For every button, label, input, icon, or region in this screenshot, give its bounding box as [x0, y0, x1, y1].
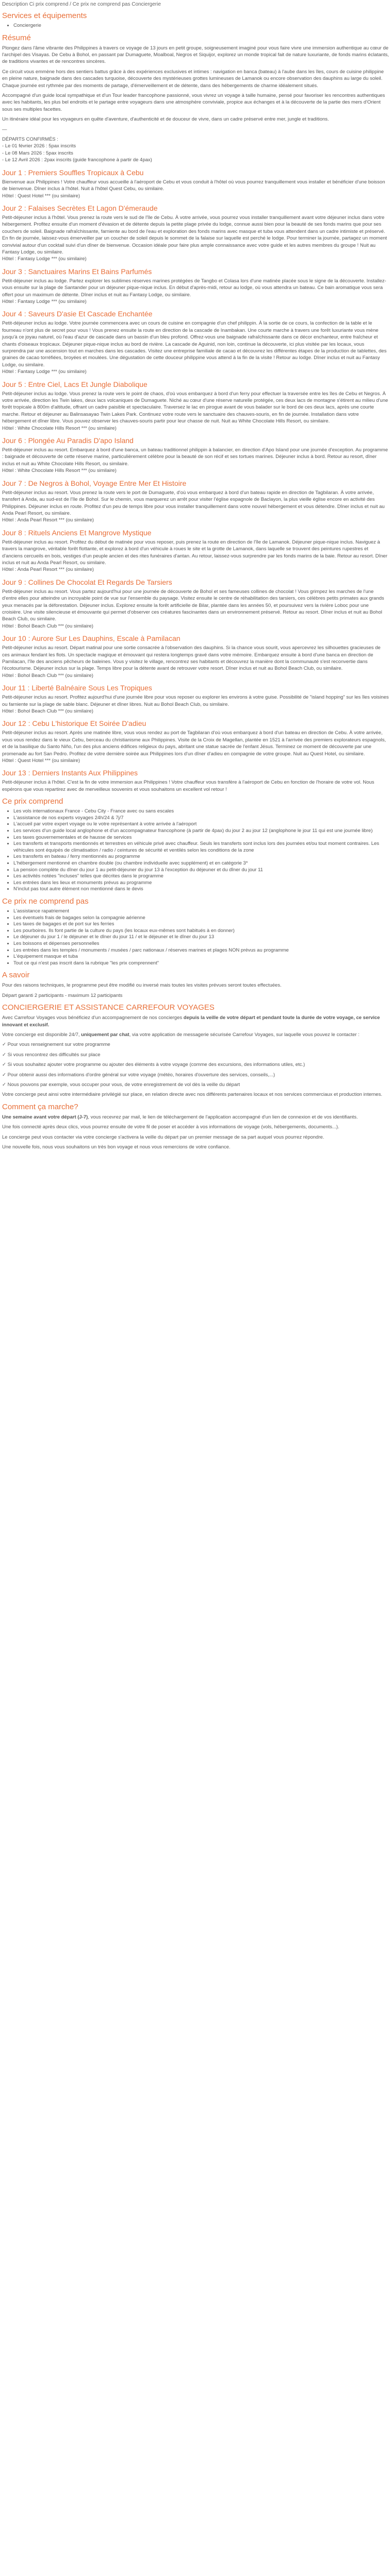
day-title: Jour 5 : Entre Ciel, Lacs Et Jungle Diabolique — [2, 380, 148, 388]
resume-paragraph: Plongez dans l'âme vibrante des Philippines à travers ce voyage de 13 jours en petit groupe, soigneusement imaginé pour vous faire vivre une immersion authentique au cœur de l'archipel des Visayas. De Cebu à Bohol, en passant par Dumaguete, Moalboal, Negros et Siquijor, explorez un monde tropical fait de nature luxuriante, de fonds marins éclatants, de traditions vivantes et de rencontres sincères. — [2, 45, 389, 65]
services-item: • Conciergerie — [13, 23, 389, 29]
list-item: • Les transferts en bateau / ferry mentionnés au programme — [13, 854, 389, 860]
list-item: • Les entrées dans les temples / monuments / musées / parc nationaux / réserves marines et plages NON prévus au programme — [13, 947, 389, 954]
list-item: • Les taxes gouvernementales et de hausse de services — [13, 835, 389, 841]
day-title: Jour 7 : De Negros à Bohol, Voyage Entre Mer Et Histoire — [2, 479, 187, 487]
list-item: • L'équipement masque et tuba — [13, 954, 389, 960]
list-item: • Les entrées dans les lieux et monuments prévus au programme — [13, 880, 389, 887]
day-title: Jour 11 : Liberté Balnéaire Sous Les Tropiques — [2, 684, 152, 692]
day-description: Petit-déjeuner inclus au lodge. Vous prenez la route vers le point de chaos, d'où vous embarquez à bord d'un ferry pour effectuer la traversée entre les îles de Cebu et Negros. À votre arrivée, direction les Twin lakes, deux lacs volcaniques de Dumaguete. Niché au cœur d'une réserve naturelle protégée, ces deux lacs de montagne s'étirent au milieu d'une forêt tropicale à 800m d'altitude, offrant un cadre paisible et spectaculaire. Traversez le lac en pirogue avant de vous balader sur le bord de ces deux lacs, après une courte marche. Retour et déjeuner au Balinsasayao Twin Lakes Park. Continuez votre route vers le sanctuaire des chauves-souris, en fin de journée. Installation dans votre hébergement et dîner libre. Vous pouvez observer les chauves-souris partir pour leur chasse de nuit. Nuit au White Chocolate Hills Resort, ou similaire. — [2, 391, 388, 425]
includes-list — [2, 808, 389, 893]
day-hotel: Hôtel : Bohol Beach Club *** (ou similaire) — [2, 708, 93, 715]
how-bold: Une semaine avant votre départ (J-7) — [2, 1114, 88, 1120]
services-title: Services et équipements — [2, 11, 87, 20]
services-list — [2, 23, 389, 29]
how-paragraph: Une nouvelle fois, nous vous souhaitons un très bon voyage et nous vous remercions de votre confiance. — [2, 1144, 231, 1150]
conciergerie-closing: Votre concierge peut ainsi votre intermédiaire privilégié sur place, en relation directe avec nos différents partenaires locaux et nos services commerciaux et production internes. — [2, 1092, 382, 1098]
list-item: • La pension complète du dîner du jour 1 au petit-déjeuner du jour 13 à l'exception du déjeuner et du dîner du jour 11 — [13, 867, 389, 874]
day-title: Jour 6 : Plongée Au Paradis D'apo Island — [2, 436, 134, 445]
day-hotel: Hôtel : White Chocolate Hills Resort *** (ou similaire) — [2, 425, 117, 431]
day-title: Jour 1 : Premiers Souffles Tropicaux à Cebu — [2, 168, 144, 177]
list-item: • L'assistance rapatriement — [13, 908, 389, 915]
day-title: Jour 3 : Sanctuaires Marins Et Bains Parfumés — [2, 267, 152, 276]
day-description: Petit-déjeuner inclus au resort. Embarquez à bord d'une banca, un bateau traditionnel philippin à balancier, en direction d'Apo Island pour une journée d'exception. Au programme : baignade et découverte de cette réserve marine, particulièrement célèbre pour la beauté de son récif et ses tortues marines. Déjeuner inclus à bord. Retour au resort, dîner inclus et nuit au White Chocolate Hills Resort, ou similaire. — [2, 447, 388, 467]
list-item: • Les activités notées "incluses" telles que décrites dans le programme — [13, 873, 389, 880]
list-item: • Les éventuels frais de bagages selon la compagnie aérienne — [13, 915, 389, 922]
list-item: • L'hébergement mentionné en chambre double (ou chambre individuelle avec supplément) et en catégorie 3* — [13, 860, 389, 867]
list-item: • L'assistance de nos experts voyages 24h/24 & 7j/7 — [13, 815, 389, 822]
day-title: Jour 12 : Cebu L'historique Et Soirée D'adieu — [2, 719, 146, 728]
day-hotel: Hôtel : Bohol Beach Club *** (ou similaire) — [2, 623, 93, 629]
day-title: Jour 13 : Derniers Instants Aux Philippines — [2, 769, 138, 777]
itinerary — [2, 168, 389, 793]
day-description: Petit-déjeuner inclus au resort. Profitez aujourd'hui d'une journée libre pour vous reposer ou explorer les environs à votre guise. Possibilité de "island hopping" sur les îles voisines ou farniente sur la plage de sable blanc. Déjeuner et dîner libres. Nuit au Bohol Beach Club, ou similaire. — [2, 694, 389, 707]
conciergerie-availability — [2, 1031, 389, 1038]
list-item: • Le déjeuner du jour 1 / le déjeuner et le dîner du jour 11 / et le déjeuner et le dîner du jour 13 — [13, 934, 389, 941]
concierge-point: ✓ Si vous souhaitez ajouter votre programme ou ajouter des éléments à votre voyage (comme des excursions, des informations utiles, etc.) — [2, 1062, 305, 1068]
list-item: • Tout ce qui n'est pas inscrit dans la rubrique "les prix comprennent" — [13, 960, 389, 967]
resume-paragraph: Un itinéraire idéal pour les voyageurs en quête d'aventure, d'authenticité et de douceur de vivre, dans un cadre préservé entre mer, jungle et traditions. — [2, 116, 329, 123]
concierge-points — [2, 1041, 389, 1088]
day-hotel: Hôtel : Anda Pearl Resort *** (ou similaire) — [2, 517, 94, 523]
how-paragraph — [2, 1114, 389, 1121]
day-description: Petit-déjeuner inclus à l'hôtel. Vous prenez la route vers le sud de l'île de Cebu. À votre arrivée, vous pourrez vous installer tranquillement avant votre déjeuner inclus dans votre hébergement. Profitez ensuite d'un moment d'évasion et de détente depuis la petite plage privée du lodge, connue aussi bien pour la beauté de ses fonds marins que pour ses couchers de soleil. Baignade rafraîchissante, farniente au bord de l'eau et exploration des fonds marins avec masque et tuba vous attendent dans un cadre intimiste et préservé. En fin de journée, laissez-vous émerveiller par un coucher de soleil depuis le sommet de la falaise sur laquelle est perché le lodge. Pour terminer la journée, partagez un moment convivial autour d'un cocktail suivi d'un dîner de bienvenue. Occasion idéale pour faire plus ample connaissance avec votre guide et les autres membres du groupe ! Nuit au Fantasy Lodge, ou similaire. — [2, 214, 387, 255]
departure-line: - Le 01 février 2026 : 5pax inscrits — [2, 143, 76, 149]
resume-title: Résumé — [2, 33, 31, 42]
availability-bold: uniquement par chat — [81, 1031, 129, 1038]
conciergerie-intro-bold: depuis la veille de votre départ et pendant toute la durée de votre voyage, ce service innovant et exclusif. — [2, 1015, 380, 1028]
concierge-point: ✓ Nous pouvons par exemple, vous occuper pour vous, de votre enregistrement de vol dès la veille du départ — [2, 1082, 240, 1088]
resume-paragraph: Ce circuit vous emmène hors des sentiers battus grâce à des expériences exclusives et intimes : navigation en banca (bateau) à l'aube dans les îles, cours de cuisine philippine en pleine nature, baignade dans des cascades turquoise, découverte des mystérieuses grottes lumineuses de Lamanok ou encore observation des dauphins au large du soleil. Chaque journée est rythmée par des moments de partage, d'émerveillement et de détente, dans des hébergements de charme idéalement situés. — [2, 69, 384, 89]
list-item: • L'accueil par votre expert voyage ou le votre représentant à votre arrivée à l'aéroport — [13, 821, 389, 828]
day-title: Jour 4 : Saveurs D'asie Et Cascade Enchantée — [2, 310, 153, 318]
departure-line: - Le 08 Mars 2026 : 5pax inscrits — [2, 150, 73, 156]
page — [0, 2, 391, 1160]
savoir-paragraph: Pour des raisons techniques, le programme peut être modifié ou inversé mais toutes les visites prévues seront toutes effectuées. — [2, 982, 282, 989]
how-title: Comment ça marche? — [2, 1102, 78, 1111]
day-description: Petit-déjeuner inclus au resort. Vous prenez la route vers le port de Dumaguete, d'où vous embarquez à bord d'un bateau rapide en direction de Tagbilaran. À votre arrivée, transfert à Anda, au sud-est de l'île de Bohol. Sur le chemin, vous marquerez un arrêt pour visiter l'église espagnole de Baclayon, la plus vieille église encore en activité des Philippines. Déjeuner inclus en route. Profitez d'un peu de temps libre pour vous installer tranquillement dans votre nouvel hébergement et vous détendre. Dîner inclus et nuit au Anda Pearl Resort, ou similaire. — [2, 489, 385, 516]
list-item: • Les vols internationaux France - Cebu City - France avec ou sans escales — [13, 808, 389, 815]
day-title: Jour 9 : Collines De Chocolat Et Regards De Tarsiers — [2, 578, 172, 586]
list-item: • Les transferts et transports mentionnés et terrestres en véhicule privé avec chauffeur. Seuls les transferts sont inclus lors des journées et/ou tout moment contraires. Les véhicules sont équipés de climatisation / radio / ceintures de sécurité et ventilés selon les conditions de la zone — [13, 841, 389, 854]
how-paragraph: Une fois connecté après deux clics, vous pourrez ensuite de votre fil de poser et accéder à vos informations de voyage (vols, hébergements, documents...). — [2, 1124, 339, 1130]
savoir-title: A savoir — [2, 971, 30, 980]
day-title: Jour 10 : Aurore Sur Les Dauphins, Escale à Pamilacan — [2, 634, 181, 643]
day-description: Petit-déjeuner inclus au resort. Après une matinée libre, vous vous rendez au port de Tagbilaran d'où vous embarquez à bord d'un bateau en direction de Cebu. À votre arrivée, vous vous rendez dans le vieux Cebu, berceau du christianisme aux Philippines. Visite de la Croix de Magellan, plantée en 1521 à l'arrivée des premiers explorateurs espagnols, et de la basilique du Santo Niño, l'un des plus anciens édifices religieux du pays, abritant une statue sacrée de l'enfant Jésus. Terminez ce moment de découverte par une promenade au fort San Pedro. Profitez de votre dernière soirée aux Philippines lors d'un dîner d'adieu en compagnie de votre groupe. Nuit au Quest Hotel, ou similaire. — [2, 730, 386, 757]
day-description: Petit-déjeuner inclus à l'hôtel. C'est la fin de votre immersion aux Philippines ! Votre chauffeur vous transfère à l'aéroport de Cebu en fonction de l'horaire de votre vol. Nous espérons que vous repartirez avec de merveilleux souvenirs et vous souhaitons un excellent vol retour ! — [2, 779, 374, 792]
day-hotel: Hôtel : Anda Pearl Resort *** (ou similaire) — [2, 567, 94, 573]
departure-line: - Le 12 Avril 2026 : 2pax inscrits (guide francophone à partir de 4pax) — [2, 157, 152, 163]
availability-after: , via votre application de messagerie sécurisée Carrefour Voyages, sur laquelle vous pouvez le contacter : — [129, 1031, 360, 1038]
excludes-list — [2, 908, 389, 967]
conciergerie-intro-text: Avec Carrefour Voyages vous bénéficiez d'un accompagnement de nos concierges — [2, 1015, 184, 1021]
day-hotel: Hôtel : Fantasy Lodge *** (ou similaire) — [2, 298, 87, 304]
day-description: Petit-déjeuner inclus au resort. Profitez du début de matinée pour vous reposer, puis prenez la route en direction de l'île de Lamanok. Déjeuner pique-nique inclus. Naviguez à travers la mangrove, véritable forêt flottante, et explorez à bord d'un véhicule à roues le site et la grotte de Lamanok, dans laquelle se trouvent des peintures rupestres et d'anciens cercueils en bois, vestiges d'un peuple ancien et des rites funéraires d'antan. Au retour, laissez-vous surprendre par les fonds marins de la baie. Retour au resort. Dîner inclus et nuit au Anda Pearl Resort, ou similaire. — [2, 539, 387, 566]
how-text: , vous recevrez par mail, le lien de téléchargement de l'application accompagné d'un lien de connexion et de vos identifiants. — [88, 1114, 358, 1120]
concierge-point: ✓ Si vous rencontrez des difficultés sur place — [2, 1052, 101, 1058]
day-hotel: Hôtel : Bohol Beach Club *** (ou similaire) — [2, 672, 93, 679]
day-description: Petit-déjeuner inclus au lodge. Partez explorer les sublimes réserves marines protégées de Tangbo et Colasa lors d'une matinée placée sous le signe de la découverte. Installez-vous ensuite sur la plage de Santander pour un déjeuner pique-nique inclus. En début d'après-midi, retour au lodge, où vous attendra un bateau. Ce bain aromatique vous sera offert pour un maximum de détente. Dîner inclus et nuit au Fantasy Lodge, ou similaire. — [2, 278, 386, 298]
list-item: • Les services d'un guide local anglophone et d'un accompagnateur francophone (à partir de 4pax) du jour 2 au jour 12 (anglophone le jour 11 qui est une journée libre) — [13, 828, 389, 835]
day-description: Petit-déjeuner inclus au lodge. Votre journée commencera avec un cours de cuisine en compagnie d'un chef philippin. À la sortie de ce cours, la confection de la table et le fourneau n'ont plus de secret pour vous ! Vous prenez ensuite la route en direction de la cascade de Inambakan. Une courte marche à travers une forêt luxuriante vous mène jusqu'à ce joyau naturel, où l'eau d'azur de cascade dans un bassin d'un bleu profond. Offrez-vous une baignade rafraîchissante dans ce décor enchanteur, entre fraîcheur et chants d'oiseaux tropicaux. Déjeuner pique-nique inclus au bord de rivière. La cascade de Aguinid, non loin, continue la découverte, ici plus visitée par les locaux, vous surprendra par une ascension tout en marches dans les cascades. Visitez une entreprise familiale de cacao et découvrez les différentes étapes de la production de tablettes, des graines de cacao torréfiées, broyées et moulées. Une dégustation de cette douceur philippine vous attend à la fin de la visite ! Retour au lodge. Dîner inclus et nuit au Fantasy Lodge, ou similaire. — [2, 320, 387, 368]
day-title: Jour 2 : Falaises Secrètes Et Lagon D'émeraude — [2, 204, 158, 212]
day-description: Bienvenue aux Philippines ! Votre chauffeur vous accueille à l'aéroport de Cebu et vous conduit à l'hôtel où vous pourrez tranquillement vous installer et bénéficier d'une boisson de bienvenue. Dîner inclus à l'hôtel. Nuit à l'hôtel Quest Cebu, ou similaire. — [2, 179, 385, 192]
day-title: Jour 8 : Rituels Anciens Et Mangrove Mystique — [2, 528, 152, 537]
day-hotel: Hôtel : Quest Hotel *** (ou similaire) — [2, 758, 80, 764]
list-item: • N'inclut pas tout autre élément non mentionné dans le devis — [13, 886, 389, 893]
concierge-point: ✓ Pour obtenir aussi des informations d'ordre général sur votre voyage (météo, horaires d'ouverture des services, conseils,...) — [2, 1072, 275, 1078]
includes-title: Ce prix comprend — [2, 797, 63, 806]
day-hotel: Hôtel : White Chocolate Hills Resort *** (ou similaire) — [2, 468, 117, 474]
day-description: Petit-déjeuner inclus au resort. Vous partez aujourd'hui pour une journée de découverte de Bohol et ses fameuses collines de chocolat ! Vous grimpez les marches de l'une d'entre elles pour atteindre un incroyable point de vue sur l'ensemble du paysage. Visitez ensuite le centre de réhabilitation des tarsiers, ces célèbres petits primates aux grands yeux menacés par la déforestation. Déjeuner inclus. Explorez ensuite la forêt artificielle de Bilar, plantée dans les années 50, et poursuivez vers la rivière Loboc pour une croisière. Une visite silencieuse et émouvante qui permet d'observer ces créatures fascinantes dans un environnement préservé. Retour au resort. Dîner inclus et nuit au Bohol Beach Club, ou similaire. — [2, 588, 384, 622]
resume-paragraph: Accompagné d'un guide local sympathique et d'un Tour leader francophone passionné, vous vivrez un voyage à taille humaine, pensé pour favoriser les rencontres authentiques avec les habitants, les plus bel endroits et le partage entre voyageurs dans une atmosphère conviviale, propice aux échanges et à la découverte de la partie des mers d'Orient sous ses multiples facettes. — [2, 93, 385, 112]
savoir-paragraph: Départ garanti 2 participants - maximum 12 participants — [2, 992, 123, 998]
departures-title: DÉPARTS CONFIRMÉS : — [2, 137, 58, 143]
day-hotel: Hôtel : Fantasy Lodge *** (ou similaire) — [2, 369, 87, 375]
list-item: • Les pourboires. Ils font partie de la culture du pays (les locaux eux-mêmes sont habitués à en donner) — [13, 928, 389, 935]
list-item: • Les boissons et dépenses personnelles — [13, 941, 389, 947]
excludes-title: Ce prix ne comprend pas — [2, 897, 89, 906]
availability-text: Votre concierge est disponible 24/7, — [2, 1031, 82, 1038]
list-item: • Les taxes de bagages et de port sur les ferries — [13, 921, 389, 928]
how-paragraph: Le concierge peut vous contacter via votre concierge s'activera la veille du départ par un premier message de sa part auquel vous pourrez répondre. — [2, 1134, 324, 1140]
day-hotel: Hôtel : Quest Hotel *** (ou similaire) — [2, 193, 80, 199]
conciergerie-intro — [2, 1014, 389, 1028]
concierge-point: ✓ Pour vous renseignement sur votre programme — [2, 1042, 110, 1048]
conciergerie-title: CONCIERGERIE ET ASSISTANCE CARREFOUR VOYAGES — [2, 1003, 215, 1012]
top-nav-text: Description Ci prix comprend / Ce prix ne comprend pas Conciergerie — [2, 2, 161, 7]
day-description: Petit-déjeuner inclus au resort. Départ matinal pour une sortie consacrée à l'observation des dauphins. Si la chance vous sourit, vous apercevrez les silhouettes gracieuses de ces animaux fendant les flots. Un spectacle magique et émouvant qui restera longtemps gravé dans votre mémoire. Embarquez ensuite à bord d'une banca en direction de Pamilacan, l'île des anciens pêcheurs de baleines. Vous y visitez le village, rencontrez ses habitants et découvrez la manière dont la communauté s'est reconvertie dans l'écotourisme. Déjeuner inclus sur la plage. Temps libre pour la détente avant de retrouver votre resort. Dîner inclus et nuit au Bohol Beach Club, ou similaire. — [2, 645, 381, 672]
resume-separator: — — [2, 126, 7, 132]
day-hotel: Hôtel : Fantasy Lodge *** (ou similaire) — [2, 256, 87, 262]
